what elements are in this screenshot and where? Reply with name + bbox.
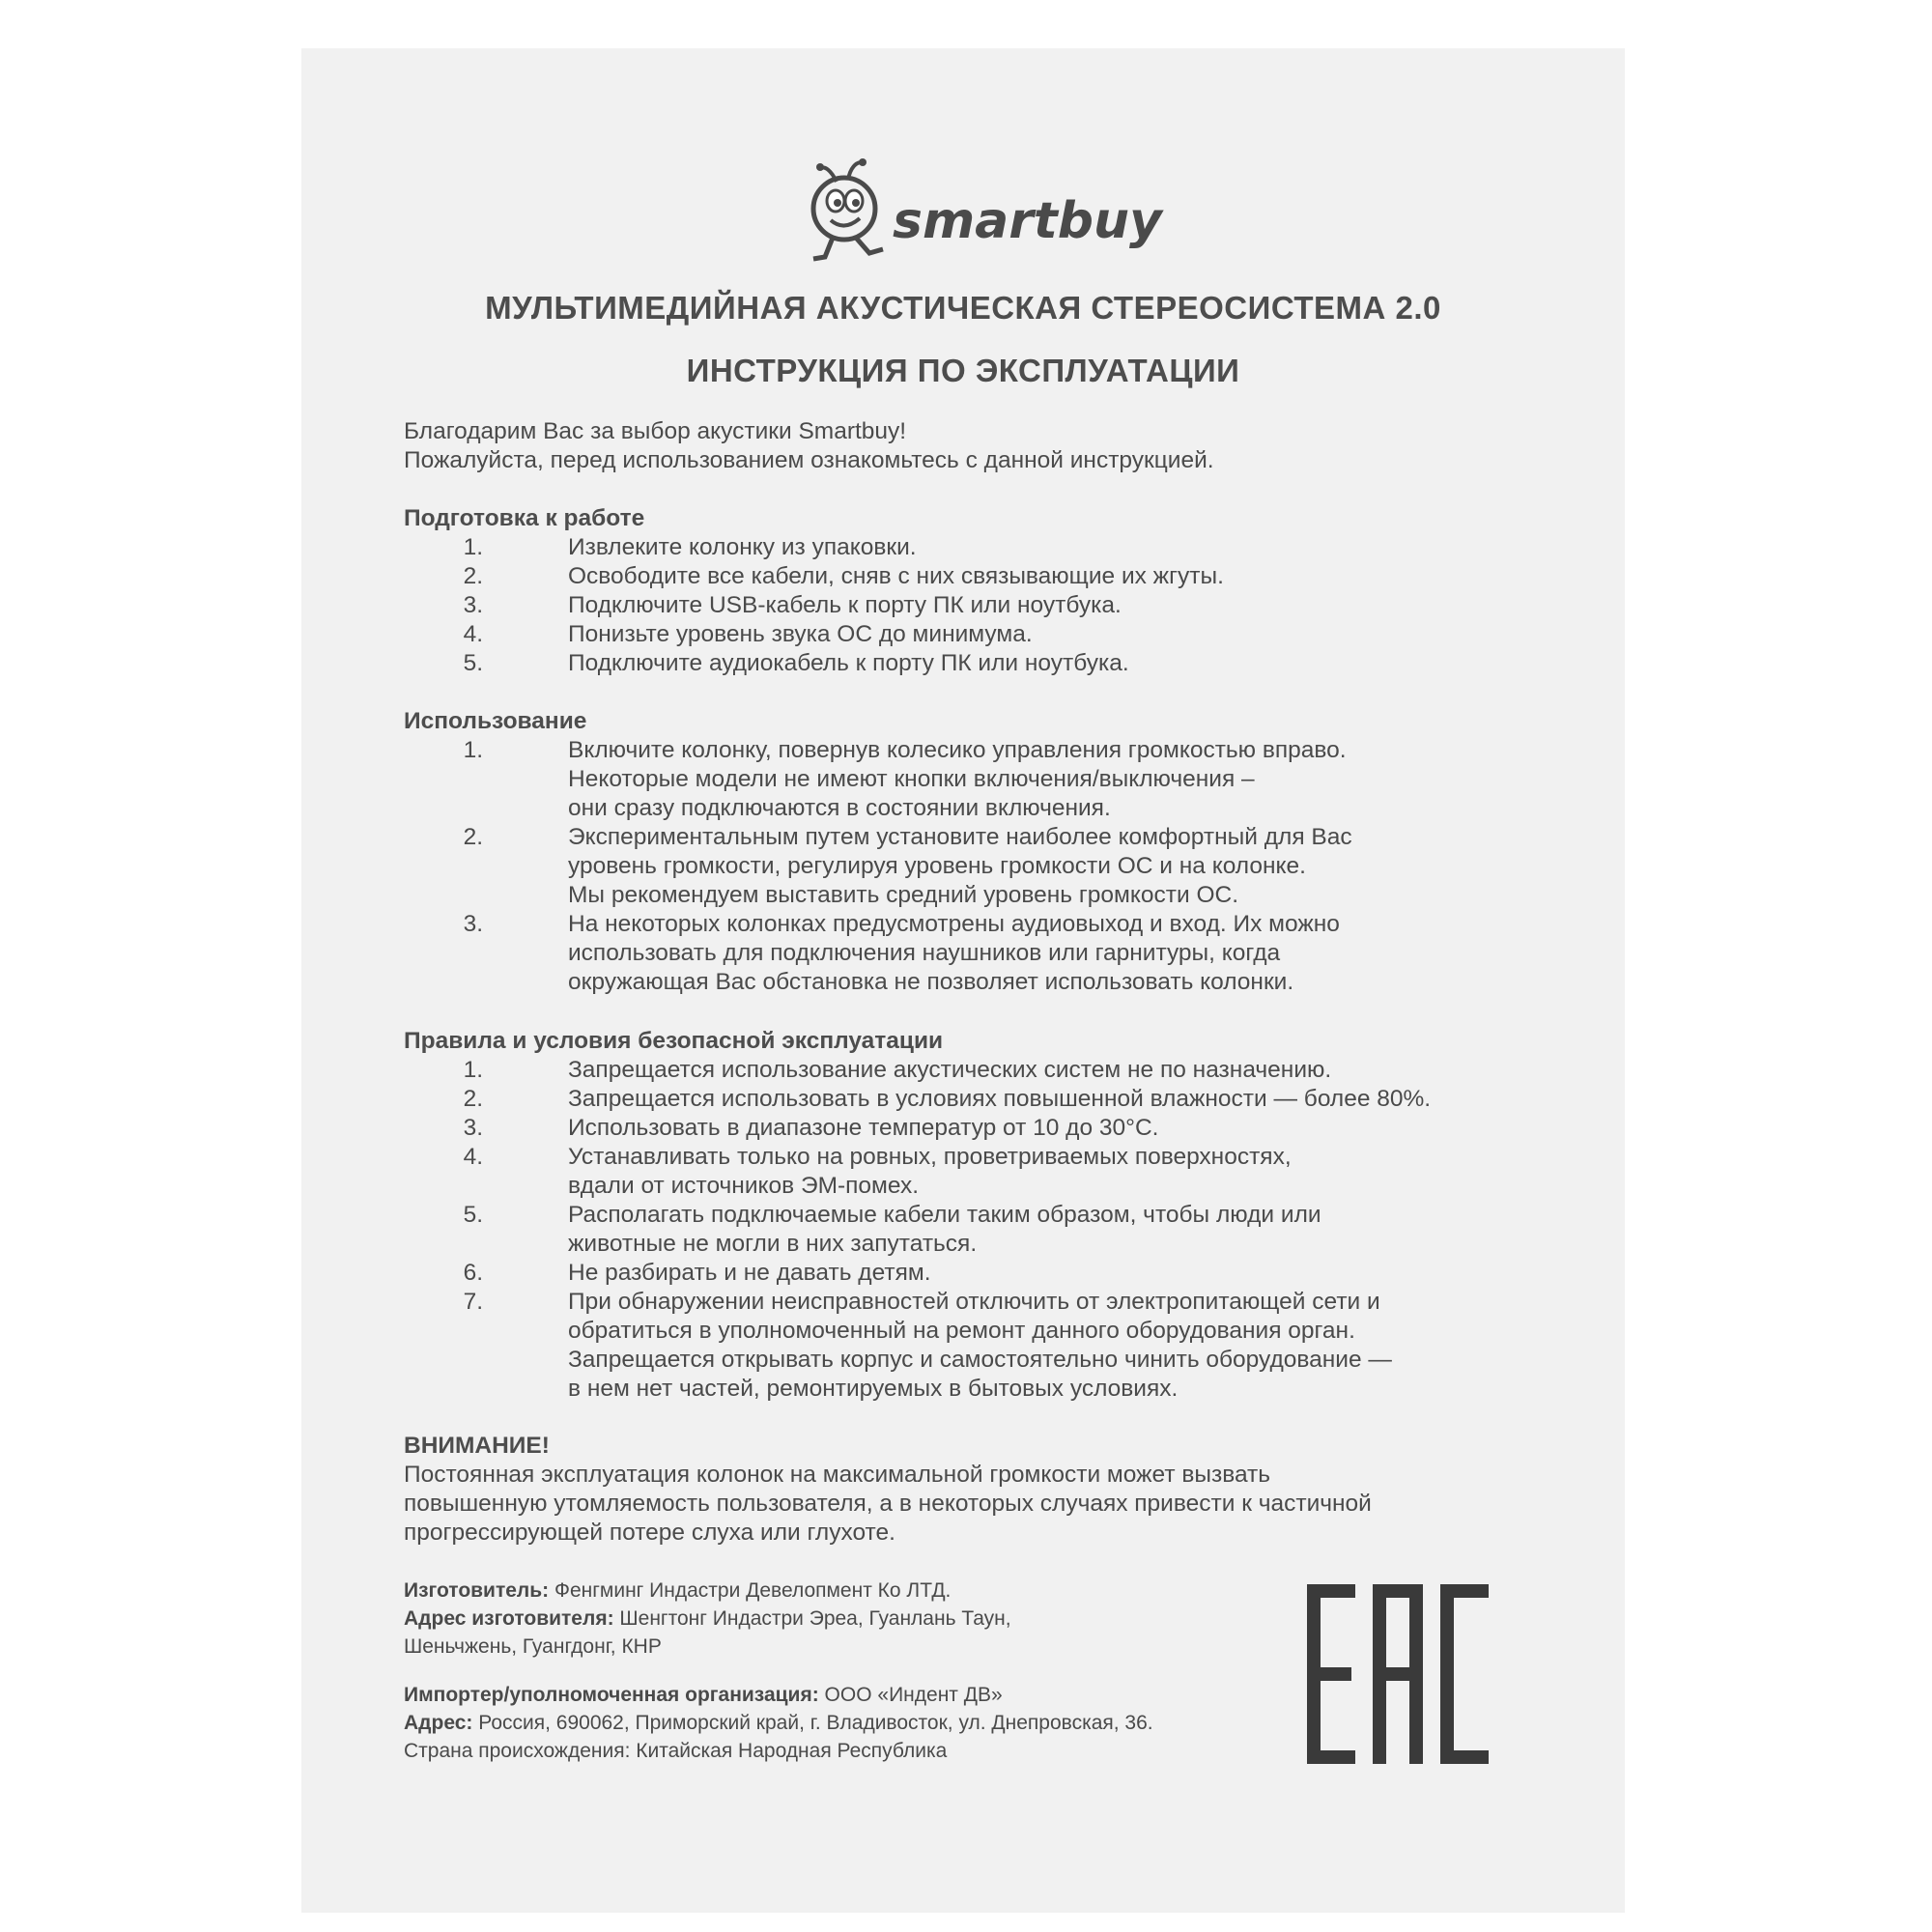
manufacturer-info: Изготовитель: Фенгминг Индастри Девелопмент Ко ЛТД. Адрес изготовителя: Шенгтонг Индастри Эреа, Гуанлань Таун, Шеньчжень, Гуангдонг, КНР <box>404 1579 1011 1658</box>
intro-block <box>404 417 1524 475</box>
list-item: 2. Освободите все кабели, сняв с них связывающие их жгуты. <box>463 563 1224 589</box>
section-heading: Подготовка к работе <box>404 505 645 531</box>
list-item: 5. Располагать подключаемые кабели таким образом, чтобы люди или животные не могли в них запутаться. <box>463 1202 1321 1257</box>
list-item: 5. Подключите аудиокабель к порту ПК или ноутбука. <box>463 650 1129 676</box>
list-item: 2. Запрещается использовать в условиях повышенной влажности — более 80%. <box>463 1086 1432 1112</box>
section-usage <box>404 707 1524 997</box>
smartbuy-logo <box>804 153 1162 269</box>
list-item: 3. Подключите USB-кабель к порту ПК или ноутбука. <box>463 592 1122 618</box>
section-heading: Правила и условия безопасной эксплуатации <box>404 1028 944 1054</box>
list-item: 4. Устанавливать только на ровных, проветриваемых поверхностях, вдали от источников ЭМ-помех. <box>463 1144 1292 1199</box>
importer-info: Импортер/уполномоченная организация: ООО «Индент ДВ» Адрес: Россия, 690062, Приморский край, г. Владивосток, ул. Днепровская, 36. Страна происхождения: Китайская Народная Республика <box>404 1684 1153 1762</box>
list-item: 1. Включите колонку, повернув колесико управления громкостью вправо. Некоторые модели не имеют кнопки включения/выключения – они сразу подключаются в состоянии включения. <box>463 737 1347 821</box>
eac-mark <box>1307 1584 1489 1764</box>
logo-wordmark: smartbuy <box>893 192 1162 250</box>
list-item: 6. Не разбирать и не давать детям. <box>463 1260 931 1286</box>
list-item: 3. На некоторых колонках предусмотрены аудиовыход и вход. Их можно использовать для подключения наушников или гарнитуры, когда окружающая Вас обстановка не позволяет использовать колонки. <box>463 911 1340 995</box>
section-preparation <box>404 504 1524 678</box>
section-heading: Использование <box>404 708 587 734</box>
list-item: 3. Использовать в диапазоне температур от 10 до 30°С. <box>463 1115 1159 1141</box>
list-item: 7. При обнаружении неисправностей отключить от электропитающей сети и обратиться в уполномоченный на ремонт данного оборудования орган. Запрещается открывать корпус и самостоятельно чинить оборудование — в нем нет частей, ремонтируемых в бытовых условиях. <box>463 1289 1392 1402</box>
document-title: МУЛЬТИМЕДИЙНАЯ АКУСТИЧЕСКАЯ СТЕРЕОСИСТЕМА 2.0 <box>485 290 1441 326</box>
list-item: 4. Понизьте уровень звука ОС до минимума. <box>463 621 1033 647</box>
warning-heading: ВНИМАНИЕ! <box>404 1433 550 1459</box>
eac-certification-icon <box>1307 1584 1489 1764</box>
intro-line: Благодарим Вас за выбор акустики Smartbuy! <box>404 418 907 444</box>
list-item: 1. Извлеките колонку из упаковки. <box>463 534 917 560</box>
smartbuy-mascot-icon <box>804 153 1162 269</box>
warning-block: ВНИМАНИЕ! Постоянная эксплуатация колонок на максимальной громкости может вызвать повышенную утомляемость пользователя, а в некоторых случаях привести к частичной прогрессирующей потере слуха или глухоте. <box>404 1432 1524 1548</box>
intro-line: Пожалуйста, перед использованием ознакомьтесь с данной инструкцией. <box>404 447 1214 473</box>
list-item: 2. Экспериментальным путем установите наиболее комфортный для Вас уровень громкости, регулируя уровень громкости ОС и на колонке. Мы рекомендуем выставить средний уровень громкости ОС. <box>463 824 1352 908</box>
document-subtitle: ИНСТРУКЦИЯ ПО ЭКСПЛУАТАЦИИ <box>686 353 1240 388</box>
list-item: 1. Запрещается использование акустических систем не по назначению. <box>463 1057 1332 1083</box>
section-safety <box>404 1027 1524 1404</box>
